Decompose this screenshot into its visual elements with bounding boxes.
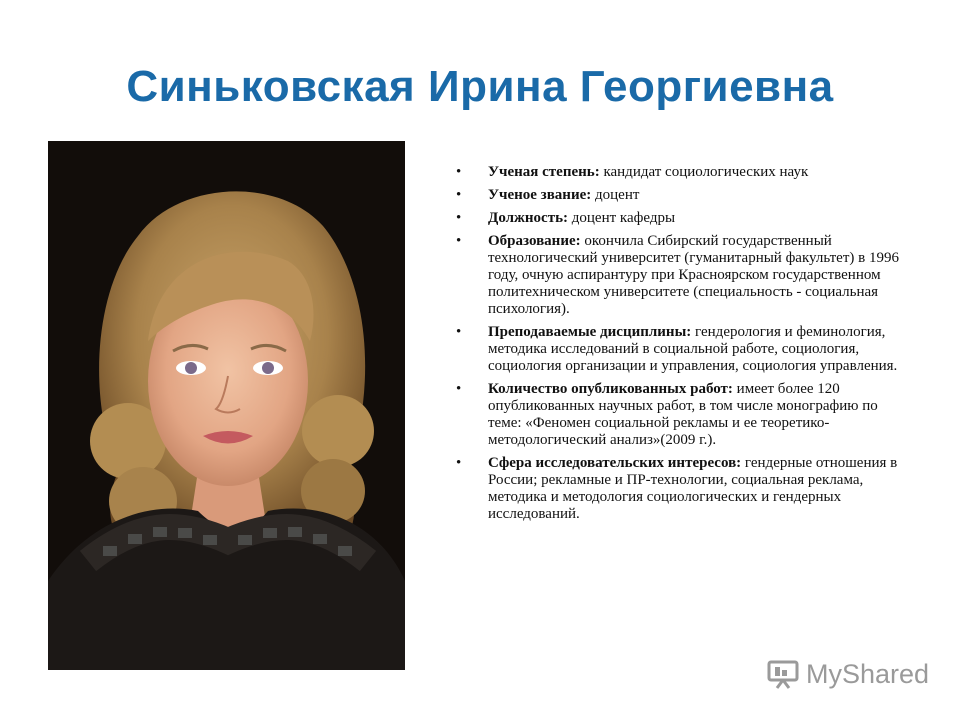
item-text: кандидат социологических наук — [599, 164, 809, 180]
list-item — [456, 455, 901, 523]
myshared-watermark — [766, 656, 929, 692]
list-item — [456, 381, 901, 449]
item-label: Ученое звание: — [488, 187, 592, 203]
item-text: имеет более 120 опубликованных научных работ, в том числе монографию по теме: «Феномен социальной рекламы и ее теоретико-методологический анализ»(2009 г.). — [488, 381, 878, 448]
item-label: Ученая степень: — [488, 164, 600, 180]
bullet-marker: • — [456, 233, 462, 249]
list-item — [456, 187, 901, 204]
watermark-text: MyShared — [806, 658, 930, 689]
bullet-marker: • — [456, 210, 462, 226]
item-label: Преподаваемые дисциплины: — [488, 324, 692, 340]
item-label: Количество опубликованных работ: — [488, 381, 733, 397]
list-item — [456, 233, 901, 318]
item-label: Образование: — [488, 233, 581, 249]
list-item — [456, 210, 901, 227]
presentation-board-icon — [766, 657, 800, 691]
bullet-marker: • — [456, 187, 462, 203]
item-text: доцент — [591, 187, 640, 203]
list-item — [456, 164, 901, 181]
item-text: гендерные отношения в России; рекламные и ПР-технологии, социальная реклама, методика и методология социологических и гендерных исследований. — [488, 455, 898, 522]
item-text: окончила Сибирский государственный технологический университет (гуманитарный факультет) в 1996 году, очную аспирантуру при Красноярском государственном политехническом университете (специальность - социальная психология). — [488, 233, 899, 317]
bullet-marker: • — [456, 381, 462, 397]
item-text: доцент кафедры — [568, 210, 676, 226]
bullet-marker: • — [456, 324, 462, 340]
profile-details-list — [456, 164, 901, 529]
item-label: Должность: — [488, 210, 569, 226]
portrait-photo — [48, 141, 405, 670]
list-item — [456, 324, 901, 375]
slide-title: Синьковская Ирина Георгиевна — [126, 62, 834, 111]
item-text: гендерология и феминология, методика исследований в социальной работе, социология, социология организации и управления, социология управления. — [488, 324, 898, 374]
item-label: Сфера исследовательских интересов: — [488, 455, 742, 471]
bullet-marker: • — [456, 455, 462, 471]
bullet-marker: • — [456, 164, 462, 180]
